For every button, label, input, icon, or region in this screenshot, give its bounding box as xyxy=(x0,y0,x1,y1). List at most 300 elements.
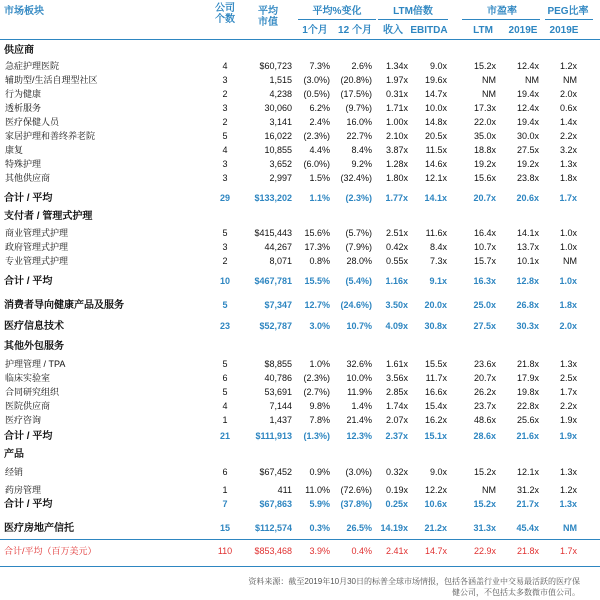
cell-c3: 0.32x xyxy=(385,467,408,477)
cell-mc: 10,855 xyxy=(264,145,292,155)
cell-c1: (6.0%) xyxy=(303,159,330,169)
cell-c3: 1.16x xyxy=(385,276,408,286)
cell-c7: 3.2x xyxy=(559,145,577,155)
total-row xyxy=(0,299,600,312)
table-row xyxy=(0,88,600,101)
cell-c1: 9.8% xyxy=(309,401,330,411)
cell-c7: 0.6x xyxy=(559,103,577,113)
row-label: 药房管理 xyxy=(5,485,42,495)
cell-mc: 4,238 xyxy=(269,89,292,99)
row-label: 家居护理和善终养老院 xyxy=(5,131,96,141)
underline-peg xyxy=(545,19,593,20)
cell-c5: 25.0x xyxy=(473,300,496,310)
table-row xyxy=(0,116,600,129)
cell-c5: 16.3x xyxy=(473,276,496,286)
cell-c3: 1.34x xyxy=(385,61,408,71)
cell-c7: 2.0x xyxy=(559,89,577,99)
cell-c5: 18.8x xyxy=(473,145,496,155)
cell-c2: (9.7%) xyxy=(345,103,372,113)
table-row xyxy=(0,358,600,371)
total-row xyxy=(0,275,600,288)
cell-c6: 21.8x xyxy=(516,359,539,369)
cell-c3: 1.61x xyxy=(385,359,408,369)
cell-c7: 1.3x xyxy=(559,159,577,169)
cell-c3: 1.71x xyxy=(385,103,408,113)
table-row xyxy=(0,144,600,157)
cell-n: 2 xyxy=(222,89,228,99)
row-label: 辅助型/生活自理型社区 xyxy=(5,75,98,85)
cell-c1: 1.5% xyxy=(309,173,330,183)
cell-c4: 16.6x xyxy=(424,387,447,397)
cell-mc: 40,786 xyxy=(264,373,292,383)
cell-n: 4 xyxy=(222,61,228,71)
cell-mc: 1,515 xyxy=(269,75,292,85)
cell-c3: 0.25x xyxy=(385,499,408,509)
cell-c5: 17.3x xyxy=(473,103,496,113)
cell-n: 6 xyxy=(222,467,228,477)
cell-c5: 22.9x xyxy=(473,546,496,556)
cell-c7: 1.0x xyxy=(559,228,577,238)
underline-change xyxy=(298,19,376,20)
cell-c2: 0.4% xyxy=(351,546,372,556)
row-label: 临床实验室 xyxy=(5,373,51,383)
cell-c7: NM xyxy=(563,523,577,533)
cell-n: 23 xyxy=(219,321,230,331)
total-row xyxy=(0,192,600,205)
cell-c2: (72.6%) xyxy=(340,485,372,495)
cell-c6: 19.4x xyxy=(516,89,539,99)
cell-n: 7 xyxy=(222,499,228,509)
cell-c5: 20.7x xyxy=(473,193,496,203)
cell-c3: 1.77x xyxy=(385,193,408,203)
cell-c2: 1.4% xyxy=(351,401,372,411)
cell-c4: 15.1x xyxy=(424,431,447,441)
cell-c2: (17.5%) xyxy=(340,89,372,99)
cell-c4: 14.6x xyxy=(424,159,447,169)
cell-n: 1 xyxy=(222,415,228,425)
sub-revenue: 收入 xyxy=(383,25,403,36)
cell-c4: 12.2x xyxy=(424,485,447,495)
cell-c6: 13.7x xyxy=(516,242,539,252)
table-row xyxy=(0,241,600,254)
cell-c5: NM xyxy=(482,75,496,85)
row-label: 其他供应商 xyxy=(5,173,51,183)
cell-c7: 1.4x xyxy=(559,117,577,127)
cell-c6: 12.1x xyxy=(516,467,539,477)
cell-c3: 2.37x xyxy=(385,431,408,441)
cell-c5: 27.5x xyxy=(473,321,496,331)
cell-c2: 16.0% xyxy=(346,117,372,127)
cell-mc: 30,060 xyxy=(264,103,292,113)
cell-c2: 2.6% xyxy=(351,61,372,71)
cell-c4: 21.2x xyxy=(424,523,447,533)
cell-mc: $853,468 xyxy=(254,546,292,556)
cell-c5: NM xyxy=(482,89,496,99)
cell-c4: 14.7x xyxy=(424,546,447,556)
cell-c1: 11.0% xyxy=(305,485,330,495)
cell-mc: $467,781 xyxy=(254,276,292,286)
cell-c2: 11.9% xyxy=(347,387,372,397)
cell-c2: 8.4% xyxy=(351,145,372,155)
cell-mc: 44,267 xyxy=(264,242,292,252)
cell-c1: (2.3%) xyxy=(303,131,330,141)
cell-c1: 15.6% xyxy=(304,228,330,238)
cell-c4: 10.6x xyxy=(424,499,447,509)
row-label: 行为健康 xyxy=(5,89,42,99)
table-row xyxy=(0,372,600,385)
cell-mc: 53,691 xyxy=(264,387,292,397)
row-label: 合计 / 平均 xyxy=(4,193,53,204)
cell-c2: (5.4%) xyxy=(345,276,372,286)
cell-c2: (37.8%) xyxy=(340,499,372,509)
cell-n: 6 xyxy=(222,373,228,383)
cell-c7: 1.2x xyxy=(559,61,577,71)
cell-c3: 1.97x xyxy=(385,75,408,85)
cell-c5: 23.7x xyxy=(473,401,496,411)
row-label: 政府管理式护理 xyxy=(5,242,69,252)
cell-c1: 3.9% xyxy=(309,546,330,556)
cell-c6: 21.6x xyxy=(516,431,539,441)
cell-c3: 3.87x xyxy=(385,145,408,155)
total-row xyxy=(0,498,600,511)
table-row xyxy=(0,172,600,185)
cell-c1: 15.5% xyxy=(304,276,330,286)
cell-c6: 30.3x xyxy=(516,321,539,331)
cell-c2: 10.7% xyxy=(346,321,372,331)
row-label: 消费者导向健康产品及服务 xyxy=(4,300,124,311)
cell-c3: 2.41x xyxy=(385,546,408,556)
cell-c4: 15.4x xyxy=(424,401,447,411)
cell-mc: 8,071 xyxy=(269,256,292,266)
cell-c5: 15.2x xyxy=(473,467,496,477)
cell-c6: 22.8x xyxy=(516,401,539,411)
cell-c1: 12.7% xyxy=(304,300,330,310)
row-label: 专业管理式护理 xyxy=(5,256,69,266)
cell-c4: 9.0x xyxy=(429,61,447,71)
header-segment: 市场板块 xyxy=(4,6,44,17)
row-label: 支付者 / 管理式护理 xyxy=(4,211,93,222)
cell-c6: 20.6x xyxy=(516,193,539,203)
cell-c2: (7.9%) xyxy=(345,242,372,252)
cell-c6: 27.5x xyxy=(516,145,539,155)
cell-c7: 1.7x xyxy=(559,387,577,397)
cell-c6: 25.6x xyxy=(516,415,539,425)
cell-c6: 12.4x xyxy=(516,61,539,71)
header-divider xyxy=(0,39,600,40)
cell-c5: 19.2x xyxy=(473,159,496,169)
cell-c1: 1.0% xyxy=(309,359,330,369)
total-row xyxy=(0,430,600,443)
cell-n: 2 xyxy=(222,117,228,127)
cell-c2: (3.0%) xyxy=(345,467,372,477)
cell-c7: 1.9x xyxy=(559,431,577,441)
cell-c1: 2.4% xyxy=(309,117,330,127)
cell-c2: 12.3% xyxy=(346,431,372,441)
cell-c1: 0.3% xyxy=(309,523,330,533)
row-label: 商业管理式护理 xyxy=(5,228,69,238)
cell-mc: $52,787 xyxy=(259,321,292,331)
table-row xyxy=(0,102,600,115)
cell-c1: 1.1% xyxy=(309,193,330,203)
cell-c7: 2.2x xyxy=(559,131,577,141)
cell-c4: 11.6x xyxy=(425,228,447,238)
section-row xyxy=(0,340,600,353)
cell-c1: (3.0%) xyxy=(303,75,330,85)
cell-mc: $67,863 xyxy=(259,499,292,509)
cell-mc: $112,574 xyxy=(254,523,292,533)
row-label: 医疗房地产信托 xyxy=(4,523,74,534)
cell-c5: 20.7x xyxy=(473,373,496,383)
cell-mc: 16,022 xyxy=(264,131,292,141)
cell-c1: (2.3%) xyxy=(303,373,330,383)
cell-c4: 14.7x xyxy=(424,89,447,99)
section-row xyxy=(0,210,600,223)
cell-c7: 2.2x xyxy=(559,401,577,411)
cell-c5: 15.7x xyxy=(473,256,496,266)
cell-c3: 2.07x xyxy=(385,415,408,425)
cell-mc: 7,144 xyxy=(269,401,292,411)
cell-c1: 7.8% xyxy=(309,415,330,425)
cell-n: 21 xyxy=(219,431,230,441)
cell-c3: 1.80x xyxy=(385,173,408,183)
cell-c1: (2.7%) xyxy=(303,387,330,397)
cell-c6: 26.8x xyxy=(516,300,539,310)
cell-c3: 2.51x xyxy=(385,228,408,238)
cell-c1: (0.5%) xyxy=(303,89,330,99)
cell-c6: 12.8x xyxy=(516,276,539,286)
source-note-line-2: 健公司，不包括太多数微市值公司。 xyxy=(452,588,580,597)
cell-c7: 1.9x xyxy=(559,415,577,425)
cell-c7: 1.0x xyxy=(559,242,577,252)
row-label: 透析服务 xyxy=(5,103,42,113)
row-label: 医疗保健人员 xyxy=(5,117,60,127)
cell-c1: (1.3%) xyxy=(303,431,330,441)
cell-c2: 22.7% xyxy=(346,131,372,141)
row-label: 供应商 xyxy=(4,45,34,56)
sub-pe-2019e: 2019E xyxy=(508,25,538,36)
table-row xyxy=(0,400,600,413)
cell-c1: 7.3% xyxy=(309,61,330,71)
cell-c2: 9.2% xyxy=(351,159,372,169)
cell-c4: 11.5x xyxy=(425,145,447,155)
cell-c4: 10.0x xyxy=(424,103,447,113)
cell-n: 3 xyxy=(222,159,228,169)
cell-n: 15 xyxy=(219,523,230,533)
cell-c5: 10.7x xyxy=(473,242,496,252)
cell-c4: 7.3x xyxy=(429,256,447,266)
cell-c7: 2.0x xyxy=(559,321,577,331)
table-row xyxy=(0,158,600,171)
cell-n: 5 xyxy=(222,300,228,310)
header-count: 公司 个数 xyxy=(215,3,235,25)
cell-c4: 11.7x xyxy=(425,373,447,383)
cell-mc: 411 xyxy=(277,485,292,495)
cell-c2: 21.4% xyxy=(346,415,372,425)
cell-c2: (24.6%) xyxy=(340,300,372,310)
cell-c3: 1.74x xyxy=(385,401,408,411)
underline-pe xyxy=(462,19,540,20)
row-label: 急症护理医院 xyxy=(5,61,60,71)
row-label: 合计/平均（百万美元） xyxy=(4,546,97,556)
cell-c3: 2.10x xyxy=(385,131,408,141)
table-row xyxy=(0,386,600,399)
divider-before-grand-total xyxy=(0,539,600,540)
cell-c2: 10.0% xyxy=(346,373,372,383)
sub-12-month: 12 个月 xyxy=(338,25,372,36)
cell-c6: 14.1x xyxy=(516,228,539,238)
cell-mc: $111,913 xyxy=(255,431,292,441)
row-label: 康复 xyxy=(5,145,24,155)
cell-c7: 1.3x xyxy=(559,359,577,369)
cell-c1: 6.2% xyxy=(309,103,330,113)
cell-c2: (5.7%) xyxy=(345,228,372,238)
cell-c1: 3.0% xyxy=(309,321,330,331)
cell-c2: (2.3%) xyxy=(345,193,372,203)
row-label: 合计 / 平均 xyxy=(4,431,53,442)
cell-c6: 19.2x xyxy=(516,159,539,169)
underline-ltm xyxy=(378,19,448,20)
cell-c5: 26.2x xyxy=(473,387,496,397)
cell-c4: 15.5x xyxy=(424,359,447,369)
divider-after-grand-total xyxy=(0,566,600,567)
cell-c4: 9.1x xyxy=(429,276,447,286)
cell-c5: 15.2x xyxy=(473,499,496,509)
cell-mc: 3,652 xyxy=(269,159,292,169)
cell-mc: $133,202 xyxy=(254,193,292,203)
cell-c4: 14.8x xyxy=(424,117,447,127)
cell-c4: 14.1x xyxy=(424,193,447,203)
cell-c5: NM xyxy=(482,485,496,495)
cell-c7: 1.3x xyxy=(559,499,577,509)
cell-c7: 1.8x xyxy=(559,173,577,183)
cell-n: 4 xyxy=(222,145,228,155)
cell-c3: 1.00x xyxy=(385,117,408,127)
source-note xyxy=(240,576,580,598)
cell-c6: 21.7x xyxy=(516,499,539,509)
cell-mc: $7,347 xyxy=(264,300,292,310)
header-pe: 市盈率 xyxy=(487,6,517,17)
row-label: 护理管理 / TPA xyxy=(5,359,66,369)
sub-1-month: 1个月 xyxy=(302,25,328,36)
cell-c7: NM xyxy=(563,75,577,85)
table-row xyxy=(0,227,600,240)
cell-c7: 1.3x xyxy=(559,467,577,477)
cell-c6: 45.4x xyxy=(516,523,539,533)
cell-c4: 8.4x xyxy=(429,242,447,252)
cell-n: 5 xyxy=(222,131,228,141)
cell-c7: NM xyxy=(563,256,577,266)
header-ltm-multiple: LTM倍数 xyxy=(393,6,433,17)
cell-c6: 23.8x xyxy=(516,173,539,183)
cell-c4: 30.8x xyxy=(424,321,447,331)
row-label: 医疗信息技术 xyxy=(4,321,64,332)
section-row xyxy=(0,448,600,461)
cell-c6: 10.1x xyxy=(516,256,539,266)
source-note-line-1: 资料来源：截至2019年10月30日的标普全球市场情报，包括各涵盖行业中交易最活跃的医疗保 xyxy=(248,577,580,586)
table-row xyxy=(0,414,600,427)
cell-n: 10 xyxy=(219,276,230,286)
cell-n: 29 xyxy=(219,193,230,203)
cell-c7: 1.7x xyxy=(559,193,577,203)
cell-c5: 31.3x xyxy=(473,523,496,533)
cell-c6: 17.9x xyxy=(516,373,539,383)
cell-c2: (32.4%) xyxy=(340,173,372,183)
cell-n: 3 xyxy=(222,242,228,252)
row-label: 医疗咨询 xyxy=(5,415,42,425)
cell-c1: 0.8% xyxy=(309,256,330,266)
row-label: 医院供应商 xyxy=(5,401,51,411)
cell-c4: 20.0x xyxy=(424,300,447,310)
table-row xyxy=(0,466,600,479)
cell-c4: 19.6x xyxy=(424,75,447,85)
sub-ebitda: EBITDA xyxy=(410,25,448,36)
cell-n: 110 xyxy=(217,546,233,556)
cell-c5: 48.6x xyxy=(473,415,496,425)
cell-c6: 31.2x xyxy=(516,485,539,495)
cell-c7: 2.5x xyxy=(559,373,577,383)
cell-c1: 4.4% xyxy=(309,145,330,155)
table-row xyxy=(0,60,600,73)
cell-c6: NM xyxy=(525,75,539,85)
cell-c3: 0.42x xyxy=(385,242,408,252)
cell-c3: 2.85x xyxy=(385,387,408,397)
cell-mc: 3,141 xyxy=(269,117,292,127)
cell-n: 1 xyxy=(222,485,228,495)
cell-c2: (20.8%) xyxy=(340,75,372,85)
cell-n: 5 xyxy=(222,228,228,238)
cell-n: 3 xyxy=(222,75,228,85)
cell-c7: 1.0x xyxy=(559,276,577,286)
cell-c6: 19.4x xyxy=(516,117,539,127)
row-label: 特殊护理 xyxy=(5,159,42,169)
row-label: 合计 / 平均 xyxy=(4,499,53,510)
cell-c4: 16.2x xyxy=(424,415,447,425)
cell-c3: 4.09x xyxy=(385,321,408,331)
cell-c3: 14.19x xyxy=(380,523,408,533)
cell-mc: 2,997 xyxy=(269,173,292,183)
cell-mc: $415,443 xyxy=(254,228,292,238)
cell-c6: 30.0x xyxy=(516,131,539,141)
sub-peg-2019e: 2019E xyxy=(549,25,579,36)
cell-c5: 15.2x xyxy=(473,61,496,71)
row-label: 经销 xyxy=(5,467,24,477)
header-market-cap: 平均 市值 xyxy=(258,6,278,28)
row-label: 产品 xyxy=(4,449,24,460)
cell-c3: 0.55x xyxy=(385,256,408,266)
cell-n: 5 xyxy=(222,387,228,397)
header-peg: PEG比率 xyxy=(547,6,589,17)
cell-c5: 16.4x xyxy=(473,228,496,238)
cell-n: 3 xyxy=(222,173,228,183)
cell-c3: 0.31x xyxy=(385,89,408,99)
cell-c2: 32.6% xyxy=(346,359,372,369)
cell-c1: 17.3% xyxy=(304,242,330,252)
cell-c3: 3.50x xyxy=(385,300,408,310)
cell-mc: 1,437 xyxy=(269,415,292,425)
table-row xyxy=(0,74,600,87)
cell-mc: $60,723 xyxy=(259,61,292,71)
table-row xyxy=(0,255,600,268)
cell-c7: 1.2x xyxy=(559,485,577,495)
header-average-change: 平均%变化 xyxy=(312,6,362,17)
table-row xyxy=(0,484,600,497)
row-label: 其他外包服务 xyxy=(4,341,64,352)
cell-c6: 12.4x xyxy=(516,103,539,113)
cell-c1: 5.9% xyxy=(309,499,330,509)
cell-c4: 12.1x xyxy=(424,173,447,183)
cell-c3: 0.19x xyxy=(385,485,408,495)
cell-c5: 15.6x xyxy=(473,173,496,183)
